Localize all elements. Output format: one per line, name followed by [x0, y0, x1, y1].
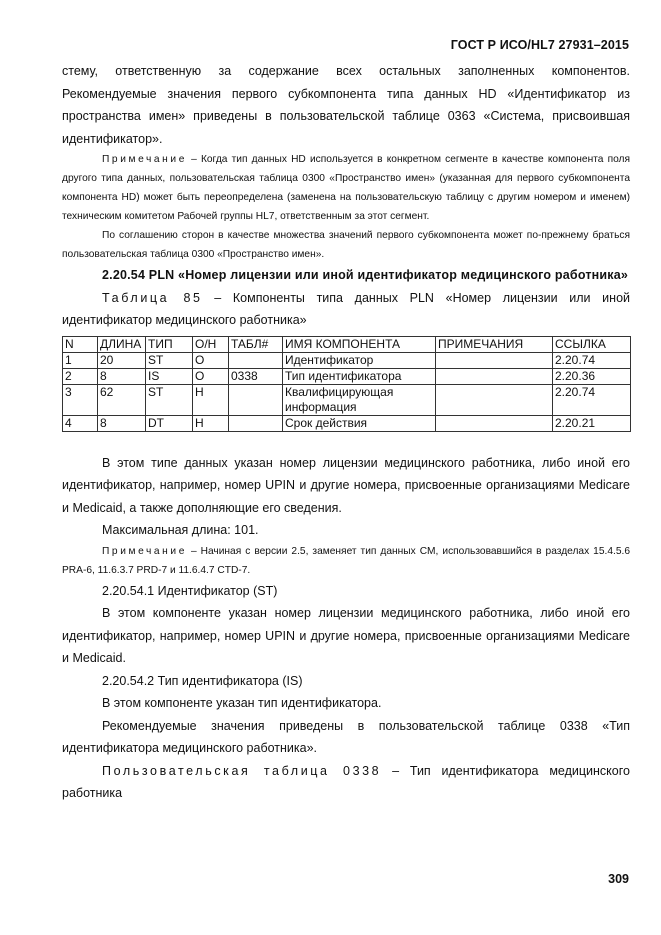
note-text: – Когда тип данных HD используется в конкретном сегменте в качестве компонента поля другого типа данных, пользовательская таблица 0300 «Пространство имен» (указанная для первого субкомпонента компонента HD) может быть переопределена (заменена на пользовательскую таблицу с другим номером и именем) техническим комитетом Рабочей группы HL7, ответственным за этот сегмент. — [62, 154, 630, 222]
cell: О — [193, 368, 229, 384]
cell: Н — [193, 415, 229, 431]
table-caption — [62, 287, 630, 332]
note-label: Примечание — [102, 154, 187, 165]
page-number: 309 — [608, 872, 629, 886]
cell: 2.20.36 — [553, 368, 631, 384]
cell: 0338 — [229, 368, 283, 384]
user-table-caption — [62, 760, 630, 805]
paragraph-recommended-values: Рекомендуемые значения приведены в пользовательской таблице 0338 «Тип идентификатора медицинского работника». — [62, 718, 630, 755]
cell: Н — [193, 384, 229, 415]
subsection-heading-identifier: 2.20.54.1 Идентификатор (ST) — [102, 583, 278, 598]
paragraph-pln-description: В этом типе данных указан номер лицензии медицинского работника, либо иной его идентификатор, например, номер UPIN и другие номера, присвоенные организациями Medicare и Medicaid, а также дополняющие его сведения. — [62, 455, 630, 515]
cell — [229, 415, 283, 431]
col-header-opt: О/Н — [193, 336, 229, 352]
note-text: – Начиная с версии 2.5, заменяет тип данных CM, использовавшийся в разделах 15.4.5.6 PRA-6, 11.6.3.7 PRD-7 и 11.6.4.7 CTD-7. — [62, 545, 630, 576]
cell: 2 — [63, 368, 98, 384]
cell: DT — [146, 415, 193, 431]
cell: 8 — [98, 415, 146, 431]
table-row — [63, 384, 631, 415]
note-hd-datatype — [62, 150, 630, 226]
cell — [436, 384, 553, 415]
cell: О — [193, 352, 229, 368]
cell: 2.20.21 — [553, 415, 631, 431]
cell: 4 — [63, 415, 98, 431]
col-header-length: ДЛИНА — [98, 336, 146, 352]
col-header-reference: ССЫЛКА — [553, 336, 631, 352]
cell — [229, 384, 283, 415]
cell: ST — [146, 384, 193, 415]
col-header-type: ТИП — [146, 336, 193, 352]
cell: 1 — [63, 352, 98, 368]
note-version — [62, 542, 630, 580]
col-header-component-name: ИМЯ КОМПОНЕНТА — [283, 336, 436, 352]
page-content — [62, 60, 630, 805]
table-row — [63, 415, 631, 431]
note-label: Примечание — [102, 545, 187, 557]
cell: Квалифицирующая информация — [283, 384, 436, 415]
user-table-label: Пользовательская таблица 0338 — [102, 763, 382, 778]
cell — [436, 415, 553, 431]
cell: 62 — [98, 384, 146, 415]
components-table — [62, 336, 631, 432]
table-row — [63, 368, 631, 384]
table-caption-text: – Компоненты типа данных PLN «Номер лицензии или иной идентификатор медицинского работника» — [62, 290, 631, 327]
table-header-row — [63, 336, 631, 352]
cell — [436, 352, 553, 368]
document-code-header: ГОСТ Р ИСО/HL7 27931–2015 — [450, 38, 629, 52]
subsection-heading-identifier-type: 2.20.54.2 Тип идентификатора (IS) — [102, 673, 303, 688]
cell: 2.20.74 — [553, 352, 631, 368]
cell — [229, 352, 283, 368]
col-header-table: ТАБЛ# — [229, 336, 283, 352]
paragraph-identifier: В этом компоненте указан номер лицензии медицинского работника, либо иной его идентификатор, например, номер UPIN и другие номера, присвоенные организациями Medicare и Medicaid. — [62, 606, 630, 665]
table-row — [63, 352, 631, 368]
paragraph-continuation: стему, ответственную за содержание всех остальных заполненных компонентов. Рекомендуемые значения первого субкомпонента типа данных HD «Идентификатор из пространства имен» приведены в пользовательской таблице 0363 «Система, присвоившая идентификатор». — [62, 64, 630, 146]
user-table-text: – Тип идентификатора медицинского работника — [62, 763, 630, 800]
paragraph-identifier-type: В этом компоненте указан тип идентификатора. — [102, 696, 382, 710]
cell: Срок действия — [283, 415, 436, 431]
note-agreement: По соглашению сторон в качестве множества значений первого субкомпонента может по-прежнему браться пользовательская таблица 0300 «Пространство имен». — [62, 230, 630, 260]
cell: 8 — [98, 368, 146, 384]
section-heading-pln: 2.20.54 PLN «Номер лицензии или иной идентификатор медицинского работника» — [102, 268, 629, 282]
cell: 20 — [98, 352, 146, 368]
cell: Идентификатор — [283, 352, 436, 368]
cell: Тип идентификатора — [283, 368, 436, 384]
paragraph-max-length: Максимальная длина: 101. — [102, 523, 259, 537]
cell — [436, 368, 553, 384]
cell: 2.20.74 — [553, 384, 631, 415]
cell: ST — [146, 352, 193, 368]
col-header-n: N — [63, 336, 98, 352]
cell: 3 — [63, 384, 98, 415]
col-header-notes: ПРИМЕЧАНИЯ — [436, 336, 553, 352]
table-caption-label: Таблица 85 — [102, 290, 203, 305]
cell: IS — [146, 368, 193, 384]
